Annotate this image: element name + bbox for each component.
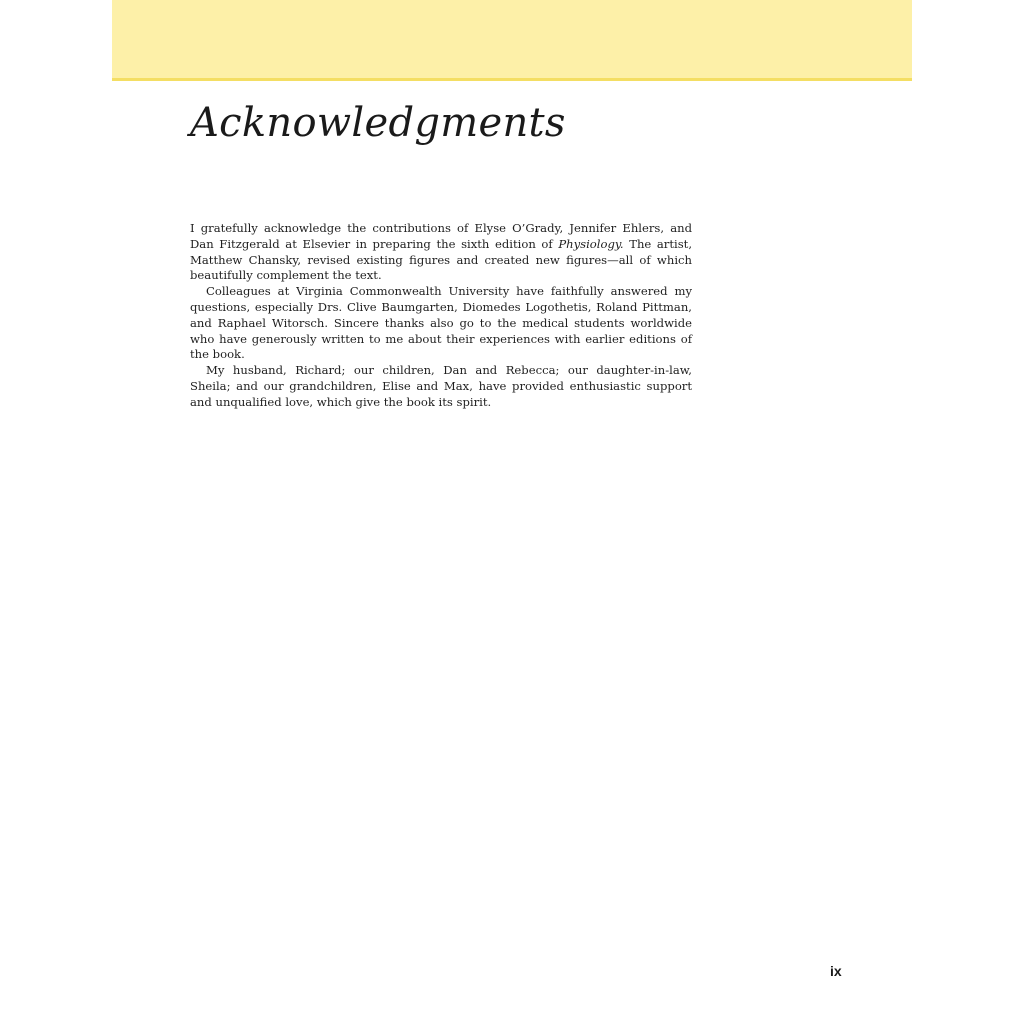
paragraph-1-text-before: I gratefully acknowledge the contributions of Elyse O’Grady, Jennifer Ehlers, and Dan Fitzgerald at Elsevier in preparing the sixth edition of xyxy=(190,221,692,251)
paragraph-1 xyxy=(190,221,692,284)
paragraph-1-text-after: The artist, Matthew Chansky, revised existing figures and created new figures—all of which beautifully complement the text. xyxy=(190,236,693,283)
header-band xyxy=(112,0,912,78)
paragraph-3: My husband, Richard; our children, Dan and Rebecca; our daughter-in-law, Sheila; and our grandchildren, Elise and Max, have provided enthusiastic support and unqualified love, which give the book its spirit. xyxy=(190,363,692,409)
page-title: Acknowledgments xyxy=(190,100,566,146)
paragraph-2: Colleagues at Virginia Commonwealth University have faithfully answered my questions, especially Drs. Clive Baumgarten, Diomedes Logothetis, Roland Pittman, and Raphael Witorsch. Sincere thanks also go to the medical students worldwide who have generously written to me about their experiences with earlier editions of the book. xyxy=(190,284,692,362)
acknowledgments-body xyxy=(190,221,692,411)
page-number: ix xyxy=(830,963,842,979)
book-title-emphasis: Physiology. xyxy=(558,236,624,251)
header-rule xyxy=(112,78,912,81)
